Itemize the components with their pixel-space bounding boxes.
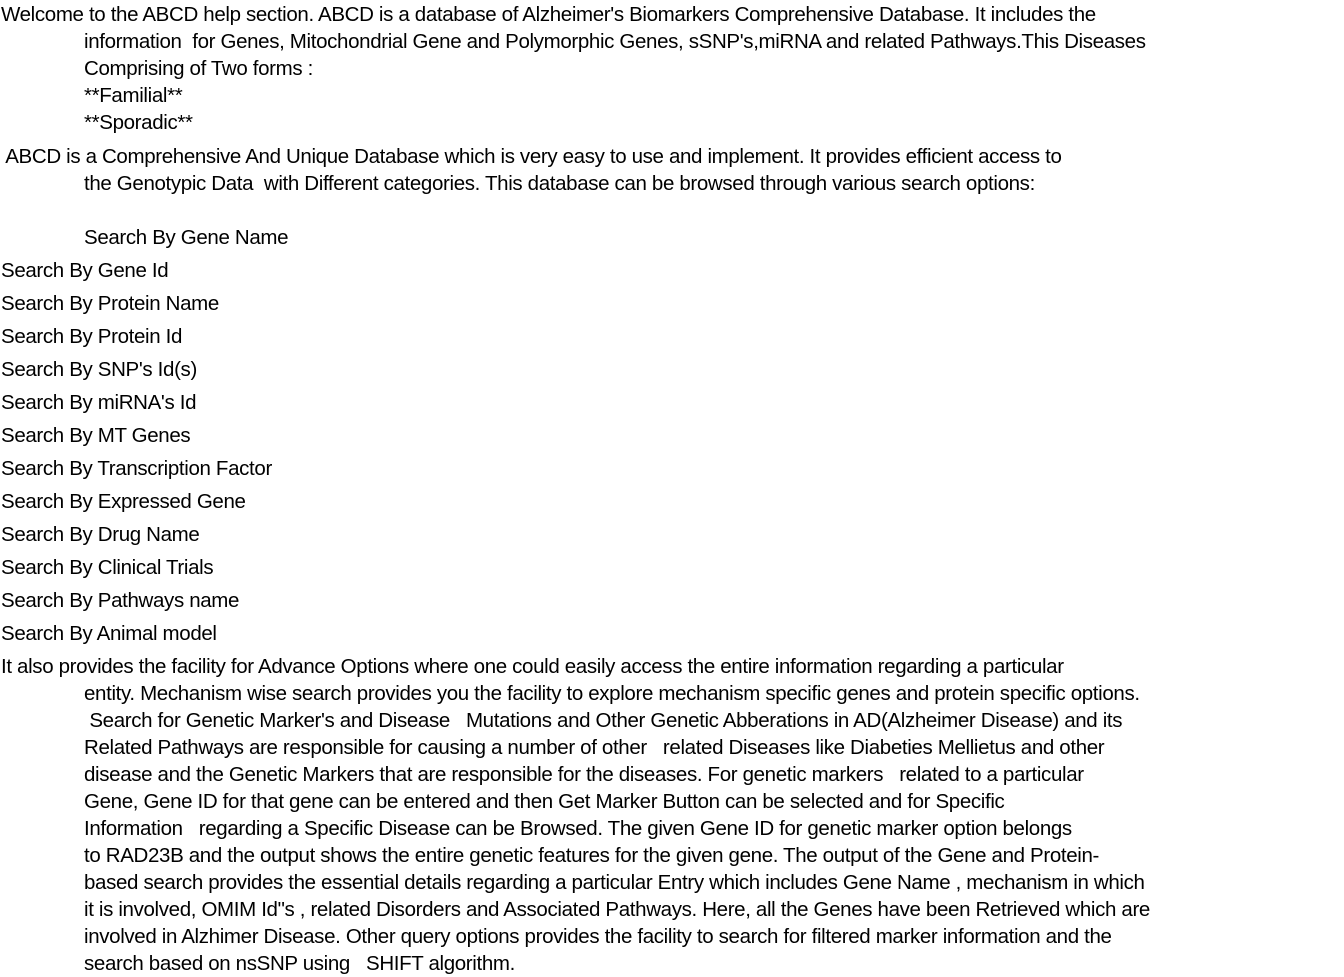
intro-form-sporadic: **Sporadic** bbox=[84, 111, 193, 134]
search-option-clinical-trials: Search By Clinical Trials bbox=[1, 556, 214, 579]
advance-line: it is involved, OMIM Id"s , related Disorders and Associated Pathways. Here, all the Genes have been Retrieved which are bbox=[84, 898, 1150, 921]
search-option-snp-id: Search By SNP's Id(s) bbox=[1, 358, 197, 381]
advance-line: It also provides the facility for Advance Options where one could easily access the entire information regarding a particular bbox=[1, 655, 1064, 678]
search-option-protein-id: Search By Protein Id bbox=[1, 325, 183, 348]
advance-line: Related Pathways are responsible for causing a number of other related Diseases like Diabeties Mellietus and other bbox=[84, 736, 1105, 759]
search-option-transcription-factor: Search By Transcription Factor bbox=[1, 457, 272, 480]
search-option-protein-name: Search By Protein Name bbox=[1, 292, 219, 315]
search-option-expressed-gene: Search By Expressed Gene bbox=[1, 490, 246, 513]
search-option-mirna-id: Search By miRNA's Id bbox=[1, 391, 197, 414]
advance-line: Gene, Gene ID for that gene can be entered and then Get Marker Button can be selected and for Specific bbox=[84, 790, 1005, 813]
about-line: the Genotypic Data with Different categories. This database can be browsed through various search options: bbox=[84, 172, 1035, 195]
advance-line: entity. Mechanism wise search provides you the facility to explore mechanism specific genes and protein specific options. bbox=[84, 682, 1140, 705]
advance-line: Information regarding a Specific Disease can be Browsed. The given Gene ID for genetic marker option belongs bbox=[84, 817, 1072, 840]
intro-line: Comprising of Two forms : bbox=[84, 57, 313, 80]
advance-line: Search for Genetic Marker's and Disease Mutations and Other Genetic Abberations in AD(Alzheimer Disease) and its bbox=[84, 709, 1123, 732]
advance-line: disease and the Genetic Markers that are responsible for the diseases. For genetic markers related to a particular bbox=[84, 763, 1084, 786]
intro-line: information for Genes, Mitochondrial Gene and Polymorphic Genes, sSNP's,miRNA and related Pathways.This Diseases bbox=[84, 30, 1146, 53]
search-option-drug-name: Search By Drug Name bbox=[1, 523, 200, 546]
intro-line: Welcome to the ABCD help section. ABCD is a database of Alzheimer's Biomarkers Comprehensive Database. It includes the bbox=[1, 3, 1096, 26]
intro-form-familial: **Familial** bbox=[84, 84, 183, 107]
advance-line: based search provides the essential details regarding a particular Entry which includes Gene Name , mechanism in which bbox=[84, 871, 1145, 894]
search-option-mt-genes: Search By MT Genes bbox=[1, 424, 191, 447]
search-option-pathways-name: Search By Pathways name bbox=[1, 589, 240, 612]
search-option-gene-id: Search By Gene Id bbox=[1, 259, 169, 282]
search-option-animal-model: Search By Animal model bbox=[1, 622, 217, 645]
advance-line: to RAD23B and the output shows the entire genetic features for the given gene. The output of the Gene and Protein- bbox=[84, 844, 1100, 867]
about-line: ABCD is a Comprehensive And Unique Database which is very easy to use and implement. It provides efficient access to bbox=[1, 145, 1062, 168]
advance-line: search based on nsSNP using SHIFT algorithm. bbox=[84, 952, 515, 975]
advance-line: involved in Alzhimer Disease. Other query options provides the facility to search for filtered marker information and the bbox=[84, 925, 1112, 948]
search-option-gene-name: Search By Gene Name bbox=[84, 226, 289, 249]
